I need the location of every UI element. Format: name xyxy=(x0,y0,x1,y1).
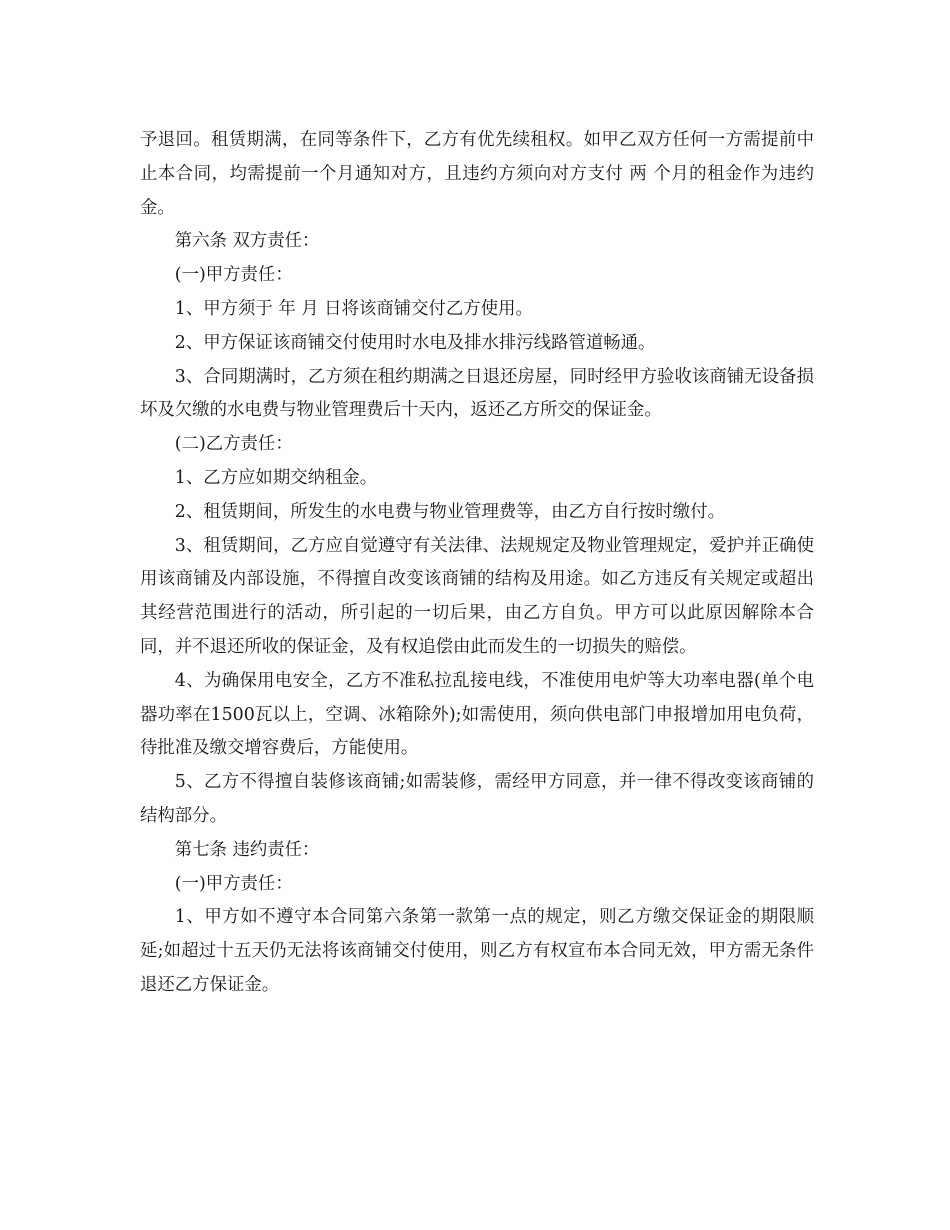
party-b-clause-2: 2、租赁期间，所发生的水电费与物业管理费等，由乙方自行按时缴付。 xyxy=(174,501,725,522)
party-b-clause-3: 3、租赁期间，乙方应自觉遵守有关法律、法规规定及物业管理规定，爱护并正确使用该商铺及内部设施，不得擅自改变该商铺的结构及用途。如乙方违反有关规定或超出其经营范围进行的活动，所引起的一切后果，由乙方自负。甲方可以此原因解除本合同，并不退还所收的保证金，及有权追偿由此而发生的一切损失的赔偿。 xyxy=(140,535,814,657)
party-a-clause-3: 3、合同期满时，乙方须在租约期满之日退还房屋，同时经甲方验收该商铺无设备损坏及欠缴的水电费与物业管理费后十天内，返还乙方所交的保证金。 xyxy=(140,366,814,421)
article-6-heading: 第六条 双方责任： xyxy=(174,231,320,252)
paragraph-continuation: 予退回。租赁期满，在同等条件下，乙方有优先续租权。如甲乙双方任何一方需提前中止本合同，均需提前一个月通知对方，且违约方须向对方支付 两 个月的租金作为违约金。 xyxy=(140,130,814,218)
party-b-clause-4: 4、为确保用电安全，乙方不准私拉乱接电线，不准使用电炉等大功率电器(单个电器功率在1500瓦以上，空调、冰箱除外);如需使用，须向供电部门申报增加用电负荷，待批准及缴交增容费后，方能使用。 xyxy=(140,670,814,759)
party-b-clause-5: 5、乙方不得擅自装修该商铺;如需装修，需经甲方同意，并一律不得改变该商铺的结构部分。 xyxy=(140,772,814,826)
document-body xyxy=(140,124,814,1003)
article-7-heading: 第七条 违约责任： xyxy=(174,839,320,860)
party-a-clause-1: 1、甲方须于 年 月 日将该商铺交付乙方使用。 xyxy=(174,298,533,319)
party-b-clause-1: 1、乙方应如期交纳租金。 xyxy=(174,467,378,488)
breach-party-a-heading: (一)甲方责任： xyxy=(174,873,293,894)
section-party-b-heading: (二)乙方责任： xyxy=(174,434,293,455)
section-party-a-heading: (一)甲方责任： xyxy=(174,265,293,286)
breach-party-a-clause-1: 1、甲方如不遵守本合同第六条第一款第一点的规定，则乙方缴交保证金的期限顺延;如超过十五天仍无法将该商铺交付使用，则乙方有权宣布本合同无效，甲方需无条件退还乙方保证金。 xyxy=(140,907,814,995)
party-a-clause-2: 2、甲方保证该商铺交付使用时水电及排水排污线路管道畅通。 xyxy=(174,332,656,353)
